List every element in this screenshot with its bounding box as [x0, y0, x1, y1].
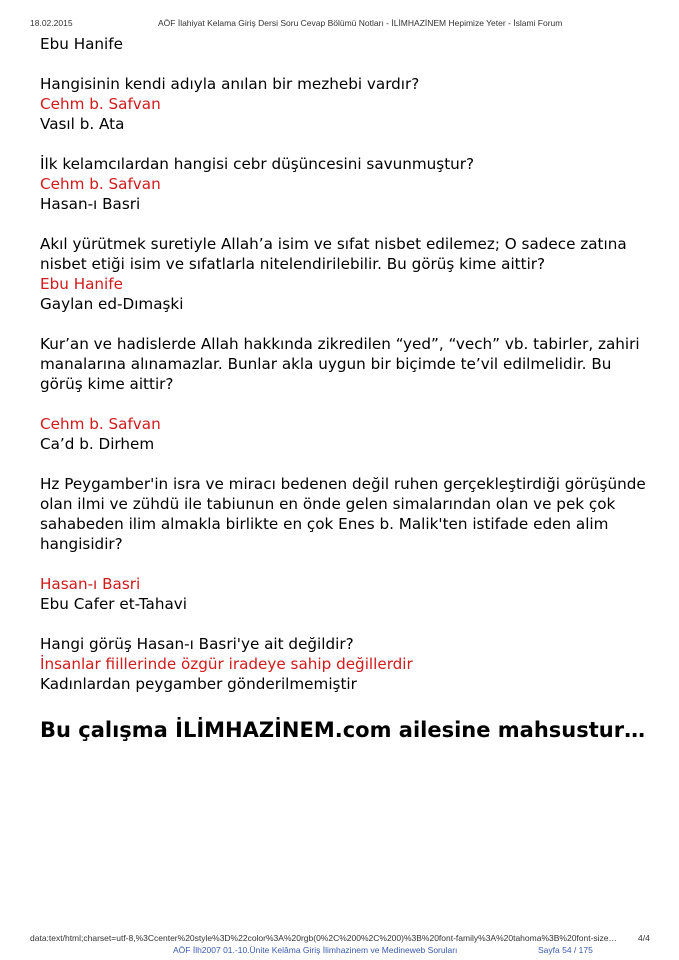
- print-url: data:text/html;charset=utf-8,%3Ccenter%20style%3D%22color%3A%20rgb(0%2C%200%2C%200)%3B%20font-family%3A%20tahoma%3B%20font-size…: [30, 933, 618, 943]
- closing-statement: Bu çalışma İLİMHAZİNEM.com ailesine mahsustur…: [40, 718, 646, 742]
- correct-answer: Cehm b. Safvan: [40, 95, 161, 113]
- question-text: Hangisinin kendi adıyla anılan bir mezhebi vardır?: [40, 75, 420, 93]
- answer-option: Hasan-ı Basri: [40, 195, 141, 213]
- answer-option: Vasıl b. Ata: [40, 115, 125, 133]
- print-date: 18.02.2015: [30, 18, 73, 28]
- question-text: Hangi görüş Hasan-ı Basri'ye ait değildir?: [40, 635, 354, 653]
- page-number: Sayfa 54 / 175: [538, 945, 593, 955]
- document-body: [40, 34, 650, 694]
- correct-answer: Hasan-ı Basri: [40, 575, 141, 593]
- question-text: Kur’an ve hadislerde Allah hakkında zikredilen “yed”, “vech” vb. tabirler, zahiri manalarına alınamazlar. Bunlar akla uygun bir biçimde te’vil edilmelidir. Bu görüş kime aittir?: [40, 335, 640, 393]
- correct-answer: İnsanlar fiillerinde özgür iradeye sahip değillerdir: [40, 655, 413, 673]
- answer-option: Gaylan ed-Dımaşki: [40, 295, 184, 313]
- print-page-title: AÖF İlahiyat Kelama Giriş Dersi Soru Cevap Bölümü Notları - İLİMHAZİNEM Hepimize Yeter - İslami Forum: [158, 18, 563, 28]
- print-page-count: 4/4: [638, 933, 650, 943]
- answer-option: Ebu Cafer et-Tahavi: [40, 595, 187, 613]
- answer-option: Ca’d b. Dirhem: [40, 435, 155, 453]
- question-text: Hz Peygamber'in isra ve miracı bedenen değil ruhen gerçekleştirdiği görüşünde olan ilmi ve zühdü ile tabiunun en önde gelen simalarından olan ve pek çok sahabeden ilim almakla birlikte en çok Enes b. Malik'ten istifade eden alim hangisidir?: [40, 475, 646, 553]
- correct-answer: Ebu Hanife: [40, 275, 123, 293]
- question-text: Akıl yürütmek suretiyle Allah’a isim ve sıfat nisbet edilemez; O sadece zatına nisbet etiği isim ve sıfatlarla nitelendirilebilir. Bu görüş kime aittir?: [40, 235, 627, 273]
- document-title: AÖF İlh2007 01.-10.Ünite Kelâma Giriş İlimhazinem ve Medineweb Soruları: [173, 945, 458, 955]
- correct-answer: Cehm b. Safvan: [40, 175, 161, 193]
- correct-answer: Cehm b. Safvan: [40, 415, 161, 433]
- answer-option: Ebu Hanife: [40, 35, 123, 53]
- question-text: İlk kelamcılardan hangisi cebr düşüncesini savunmuştur?: [40, 155, 475, 173]
- answer-option: Kadınlardan peygamber gönderilmemiştir: [40, 675, 357, 693]
